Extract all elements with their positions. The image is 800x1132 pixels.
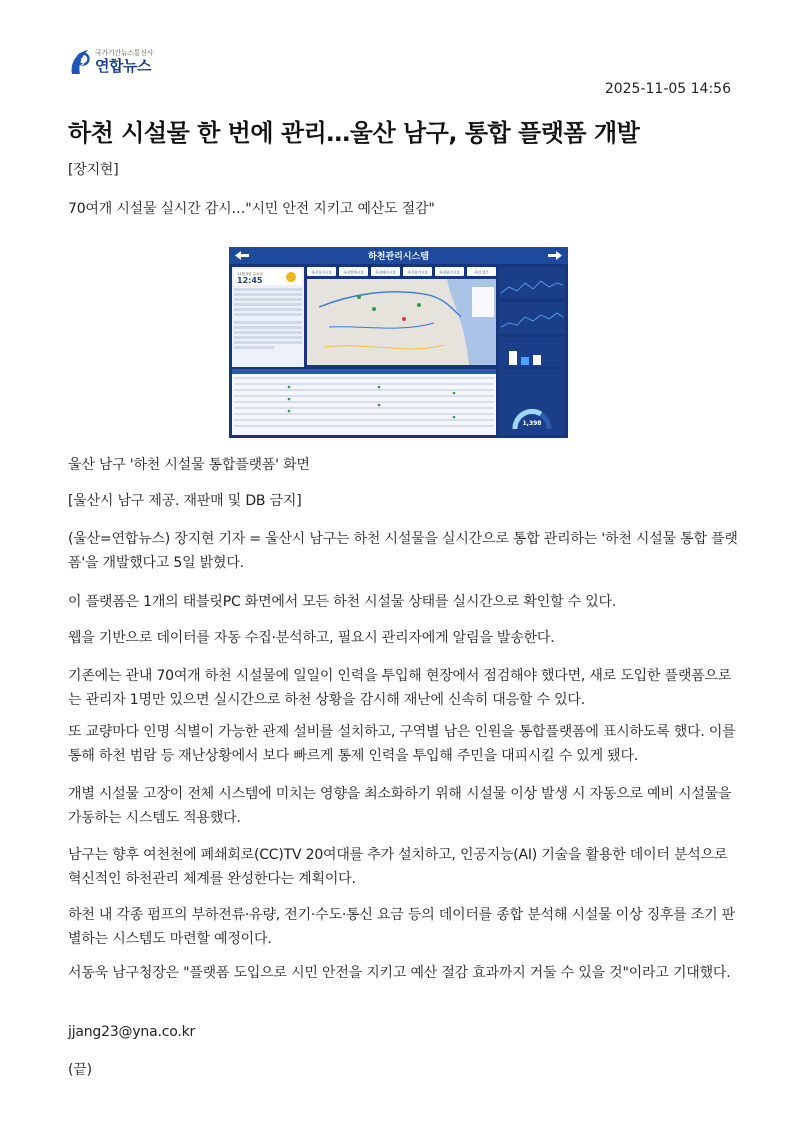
article-paragraph: 남구는 향후 여천천에 폐쇄회로(CC)TV 20여대를 추가 설치하고, 인공지능(AI) 기술을 활용한 데이터 분석으로 혁신적인 하천관리 체계를 완성한다는 계획이다.: [68, 847, 728, 887]
photo-tab: 하천방재시설: [343, 270, 364, 275]
logo-title: 연합뉴스: [95, 57, 151, 75]
article-paragraph: 웹을 기반으로 데이터를 자동 수집·분석하고, 필요시 관리자에게 알림을 발송한다.: [68, 630, 555, 646]
article-paragraph: 하천 내 각종 펌프의 부하전류·유량, 전기·수도·통신 요금 등의 데이터를 종합 분석해 시설물 이상 징후를 조기 판별하는 시스템도 마련할 예정이다.: [68, 907, 736, 947]
photo-tab: 하천관리시설: [407, 270, 428, 275]
article-paragraph: 서동욱 남구청장은 "플랫폼 도입으로 시민 안전을 지키고 예산 절감 효과까지 거둘 수 있을 것"이라고 기대했다.: [68, 965, 731, 981]
photo-clock-date: 11월 5일 수요일: [237, 272, 263, 276]
article-paragraph: 이 플랫폼은 1개의 태블릿PC 화면에서 모든 하천 시설물 상태를 실시간으로 확인할 수 있다.: [68, 594, 617, 610]
article-paragraph: 개별 시설물 고장이 전체 시스템에 미치는 영향을 최소화하기 위해 시설물 이상 발생 시 자동으로 예비 시설물을 가동하는 시스템도 적용했다.: [68, 786, 732, 826]
photo-tab: 하천 업무: [474, 270, 489, 275]
yonhap-logo[interactable]: [68, 48, 153, 76]
article-subtitle: 70여개 시설물 실시간 감시…"시민 안전 지키고 예산도 절감": [68, 201, 435, 217]
photo-clock-time: 12:45: [237, 276, 263, 285]
article-byline: [장지현]: [68, 162, 119, 178]
svg-text:y: y: [81, 55, 87, 65]
yonhap-logo-mark-icon: [68, 48, 92, 76]
publish-datetime: 2025-11-05 14:56: [604, 81, 731, 97]
article-paragraph: (울산=연합뉴스) 장지현 기자 = 울산시 남구는 하천 시설물을 실시간으로 통합 관리하는 '하천 시설물 통합 플랫폼'을 개발했다고 5일 밝혔다.: [68, 531, 738, 571]
logo-subtitle: 국가기간뉴스통신사: [95, 49, 154, 57]
photo-caption: 울산 남구 '하천 시설물 통합플랫폼' 화면: [68, 457, 310, 473]
article-paragraph: 기존에는 관내 70여개 하천 시설물에 일일이 인력을 투입해 현장에서 점검해야 했다면, 새로 도입한 플랫폼으로는 관리자 1명만 있으면 실시간으로 하천 상황을 감시해 재난에 신속히 대응할 수 있다.: [68, 668, 732, 708]
article-headline: 하천 시설물 한 번에 관리…울산 남구, 통합 플랫폼 개발: [68, 119, 640, 147]
article-paragraph: 또 교량마다 인명 식별이 가능한 관제 설비를 설치하고, 구역별 남은 인원을 통합플랫폼에 표시하도록 했다. 이를 통해 하천 범람 등 재난상황에서 보다 빠르게 통제 인력을 투입해 주민을 대피시킬 수 있게 됐다.: [68, 724, 736, 764]
photo-system-title: 하천관리시스템: [368, 252, 429, 262]
photo-tab: 하천편의시설: [439, 270, 460, 275]
photo-tab: 하천배수시설: [375, 270, 396, 275]
article-end-mark: (끝): [68, 1062, 92, 1078]
photo-tab: 하천유지시설: [311, 270, 332, 275]
photo-credit: [울산시 남구 제공. 재판매 및 DB 금지]: [68, 493, 302, 509]
photo-gauge-value: 1,398: [522, 420, 542, 427]
reporter-email[interactable]: jjang23@yna.co.kr: [68, 1024, 196, 1040]
sun-icon: [286, 272, 296, 282]
article-photo[interactable]: [229, 247, 568, 438]
